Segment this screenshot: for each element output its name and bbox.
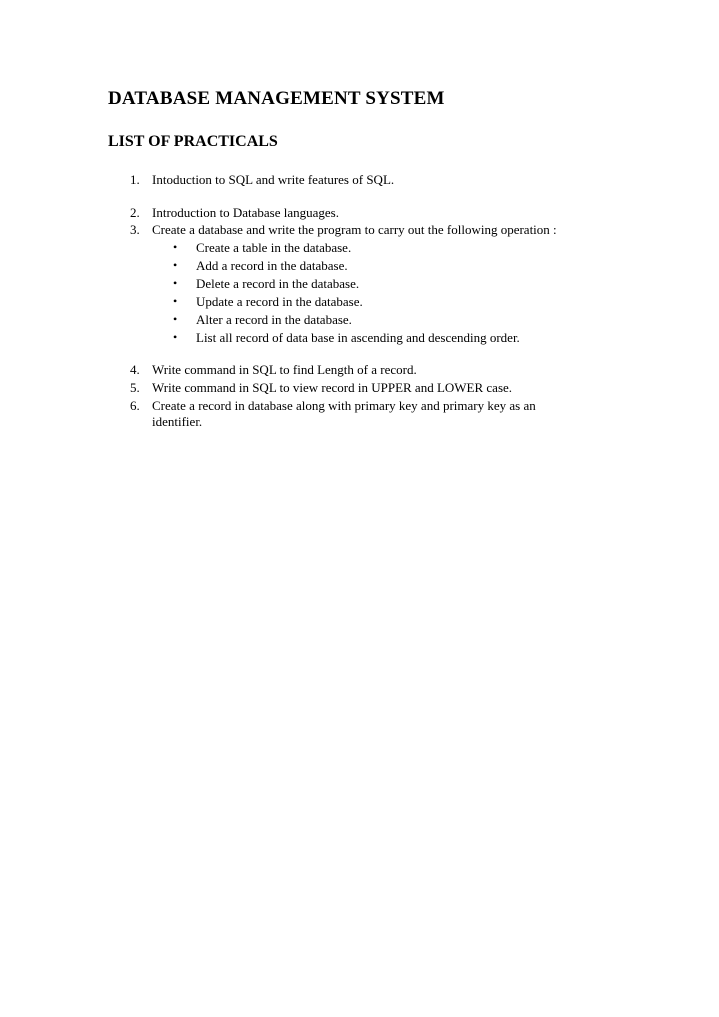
list-item-text: Create a record in database along with primary key and primary key as an	[152, 398, 536, 413]
list-item-text: identifier.	[152, 414, 203, 429]
sub-list-item-text: Create a table in the database.	[196, 240, 352, 255]
list-item-number: 4.	[130, 362, 140, 377]
sub-list-item-text: Add a record in the database.	[196, 258, 348, 273]
bullet-icon: •	[173, 330, 178, 344]
list-item-text: Intoduction to SQL and write features of SQL.	[152, 172, 395, 187]
bullet-icon: •	[173, 276, 178, 290]
bullet-icon: •	[173, 258, 178, 272]
list-item-text: Introduction to Database languages.	[152, 205, 339, 220]
document-title: DATABASE MANAGEMENT SYSTEM	[108, 88, 445, 109]
list-item-number: 6.	[130, 398, 140, 413]
list-item-text: Write command in SQL to view record in UPPER and LOWER case.	[152, 380, 513, 395]
sub-list-item-text: Delete a record in the database.	[196, 276, 360, 291]
sub-list-item-text: Alter a record in the database.	[196, 312, 352, 327]
list-item-number: 1.	[130, 172, 140, 187]
list-item-number: 3.	[130, 222, 140, 237]
section-heading: LIST OF PRACTICALS	[108, 133, 278, 150]
list-item-number: 2.	[130, 205, 140, 220]
sub-list-item-text: List all record of data base in ascending and descending order.	[196, 330, 520, 345]
list-item-text: Write command in SQL to find Length of a record.	[152, 362, 417, 377]
bullet-icon: •	[173, 312, 178, 326]
list-item-text: Create a database and write the program to carry out the following operation :	[152, 222, 557, 237]
bullet-icon: •	[173, 294, 178, 308]
sub-list-item-text: Update a record in the database.	[196, 294, 363, 309]
list-item-number: 5.	[130, 380, 140, 395]
bullet-icon: •	[173, 240, 178, 254]
